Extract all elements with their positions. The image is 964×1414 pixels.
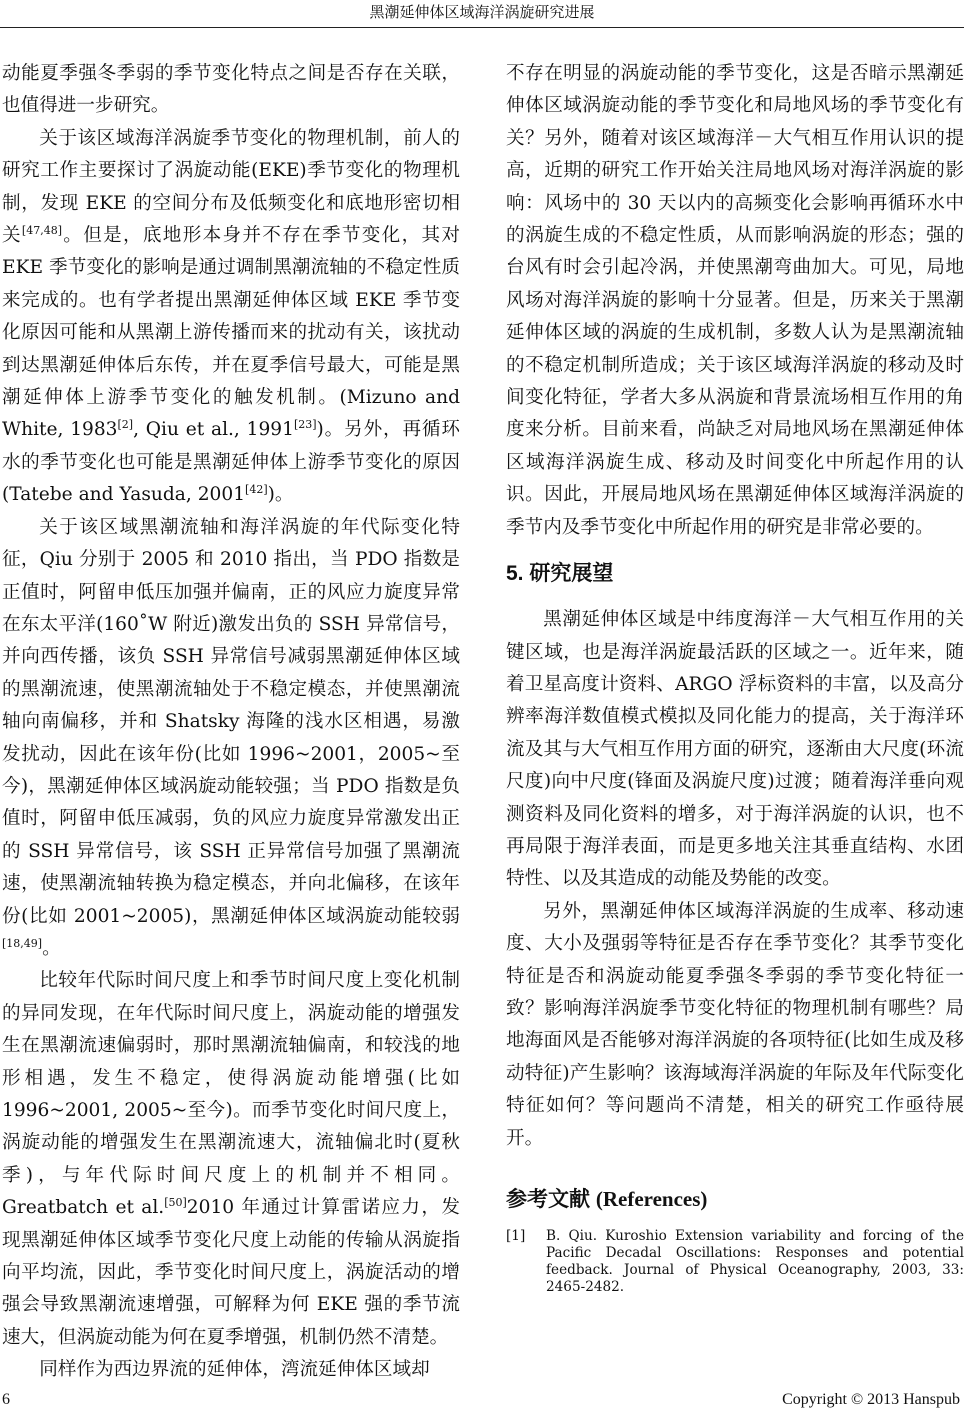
citation: [50]: [164, 1196, 187, 1210]
citation: [47,48]: [21, 223, 62, 237]
reference-entry: [506, 1228, 964, 1296]
references-heading-cn: 参考文献: [506, 1188, 590, 1211]
paragraph-seasonal-mechanism: [2, 123, 460, 512]
references-heading: [506, 1183, 964, 1216]
paragraph-text: 2010 年通过计算雷诺应力，发现黑潮延伸体区域季节变化尺度上动能的传输从涡旋指向平均流，因此，季节变化时间尺度上，涡旋活动的增强会导致黑潮流速增强，可解释为何 EKE 强的季节流速大，但涡旋动能为何在夏季增强，机制仍然不清楚。: [2, 1197, 461, 1348]
paragraph-decadal-variation: [2, 512, 460, 966]
citation: [23]: [293, 418, 317, 432]
citation: [18,49]: [2, 936, 43, 950]
paragraph-text: 。但是，底地形本身并不存在季节变化，其对 EKE 季节变化的影响是通过调制黑潮流轴的不稳定性质来完成的。也有学者提出黑潮延伸体区域 EKE 季节变化原因可能和从黑潮上游传播而来的扰动有关，该扰动到达黑潮延伸体后东传，并在夏季信号最大，可能是黑潮延伸体上游季节变化的触发机制。(Mizuno and White, 1983: [2, 225, 460, 441]
section-heading: 5. 研究展望: [506, 562, 614, 586]
paragraph-comparison: [2, 965, 460, 1354]
paragraph-open-questions: 另外，黑潮延伸体区域海洋涡旋的生成率、移动速度、大小及强弱等特征是否存在季节变化？其季节变化特征是否和涡旋动能夏季强冬季弱的季节变化特征一致？影响海洋涡旋季节变化特征的物理机制有哪些？局地海面风是否能够对海洋涡旋的各项特征(比如生成及移动特征)产生影响？该海域海洋涡旋的年际及年代际变化特征如何？等问题尚不清楚，相关的研究工作亟待展开。: [506, 900, 964, 1149]
paragraph-text: )。另外，再循环水的季节变化也可能是黑潮延伸体上游季节变化的原因(Tatebe and Yasuda, 2001: [2, 419, 460, 506]
paragraph-text: )。: [267, 484, 294, 506]
citation: [2]: [117, 418, 134, 432]
paragraph-text: 。: [42, 937, 61, 959]
header-rule: [0, 27, 964, 28]
citation: [42]: [245, 483, 268, 497]
paragraph-text: 比较年代际时间尺度上和季节时间尺度上变化机制的异同发现，在年代际时间尺度上，涡旋动能的增强发生在黑潮流速偏弱时，那时黑潮流轴偏南，和较浅的地形相遇，发生不稳定，使得涡旋动能增强(比如 1996~2001, 2005~至今)。而季节变化时间尺度上，涡旋动能的增强发生在黑潮流速大，流轴偏北时(夏秋季)，与年代际时间尺度上的机制并不相同。Greatbatch et al.: [2, 970, 460, 1219]
reference-number: [1]: [506, 1228, 526, 1244]
paragraph-gulf-stream: 同样作为西边界流的延伸体，湾流延伸体区域却: [39, 1359, 430, 1381]
reference-text: B. Qiu. Kuroshio Extension variability and forcing of the Pacific Decadal Oscillations: Responses and potential feedback. Journal of Physical Oceanography, 2003, 33: 2465-2482.: [546, 1228, 964, 1295]
page-number: 6: [2, 1391, 10, 1408]
paragraph-text: 关于该区域海洋涡旋季节变化的物理机制，前人的研究工作主要探讨了涡旋动能(EKE)季节变化的物理机制，发现 EKE 的空间分布及低频变化和底地形密切相关: [2, 127, 460, 247]
paragraph-text: , Qiu et al., 1991: [133, 419, 294, 441]
paragraph-text: 关于该区域黑潮流轴和海洋涡旋的年代际变化特征，Qiu 分别于 2005 和 2010 指出，当 PDO 指数是正值时，阿留申低压加强并偏南，正的风应力旋度异常在东太平洋(160˚W 附近)激发出负的 SSH 异常信号，并向西传播，该负 SSH 异常信号减弱黑潮延伸体区域的黑潮流速，使黑潮流轴处于不稳定模态，并使黑潮流轴向南偏移，并和 Shatsky 海隆的浅水区相遇，易激发扰动，因此在该年份(比如 1996~2001，2005~至今)，黑潮延伸体区域涡旋动能较强；当 PDO 指数是负值时，阿留申低压减弱，负的风应力旋度异常激发出正的 SSH 异常信号，该 SSH 正异常信号加强了黑潮流速，使黑潮流轴转换为稳定模态，并向北偏移，在该年份(比如 2001~2005)，黑潮延伸体区域涡旋动能较弱: [2, 516, 460, 927]
copyright-notice: Copyright © 2013 Hanspub: [782, 1391, 960, 1408]
paragraph-continuation: 不存在明显的涡旋动能的季节变化，这是否暗示黑潮延伸体区域涡旋动能的季节变化和局地风场的季节变化有关？另外，随着对该区域海洋－大气相互作用认识的提高，近期的研究工作开始关注局地风场对海洋涡旋的影响：风场中的 30 天以内的高频变化会影响再循环水中的涡旋生成的不稳定性质，从而影响涡旋的形态；强的台风有时会引起冷涡，并使黑潮弯曲加大。可见，局地风场对海洋涡旋的影响十分显著。但是，历来关于黑潮延伸体区域的涡旋的生成机制，多数人认为是黑潮流轴的不稳定机制所造成；关于该区域海洋涡旋的移动及时间变化特征，学者大多从涡旋和背景流场相互作用的角度来分析。目前来看，尚缺乏对局地风场在黑潮延伸体区域海洋涡旋生成、移动及时间变化中所起作用的认识。因此，开展局地风场在黑潮延伸体区域海洋涡旋的季节内及季节变化中所起作用的研究是非常必要的。: [506, 63, 964, 538]
paragraph-continuation: 动能夏季强冬季弱的季节变化特点之间是否存在关联，也值得进一步研究。: [2, 63, 460, 117]
paragraph-outlook: 黑潮延伸体区域是中纬度海洋－大气相互作用的关键区域，也是海洋涡旋最活跃的区域之一。近年来，随着卫星高度计资料、ARGO 浮标资料的丰富，以及高分辨率海洋数值模式模拟及同化能力的提高，关于海洋环流及其与大气相互作用方面的研究，逐渐由大尺度(环流尺度)向中尺度(锋面及涡旋尺度)过渡；随着海洋垂向观测资料及同化资料的增多，对于海洋涡旋的认识，也不再局限于海洋表面，而是更多地关注其垂直结构、水团特性、以及其造成的动能及势能的改变。: [506, 609, 964, 890]
right-column: [506, 58, 964, 1296]
references-heading-en: (References): [595, 1187, 708, 1211]
running-head: 黑潮延伸体区域海洋涡旋研究进展: [369, 3, 595, 21]
left-column: [2, 58, 460, 1387]
